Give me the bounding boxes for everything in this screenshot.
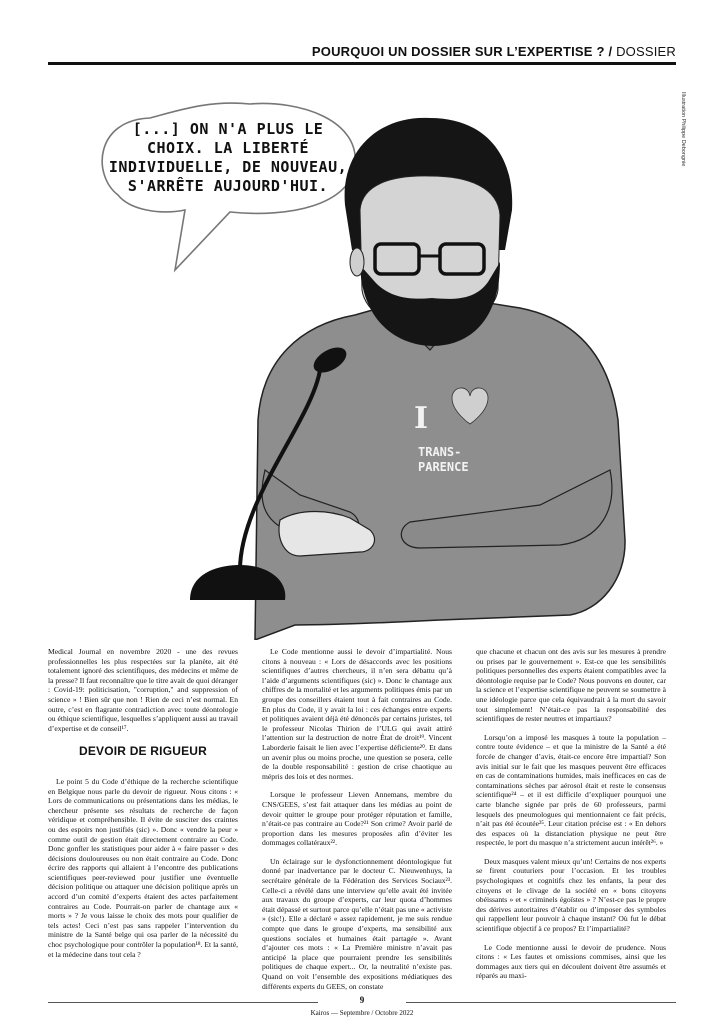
subheading: DEVOIR DE RIGUEUR	[78, 744, 208, 759]
shirt-word-1: TRANS-	[418, 445, 462, 459]
paragraph: que chacune et chacun ont des avis sur les mesures à prendre ou prises par le gouvernement ». Est-ce que les sensibilités politiques personnelles des experts étaient compatibles avec la déontologie requise par le Code? Nous pouvons en douter, car la science et l’expertise scientifique ne peuvent se soumettre à une idéologie parce que cela équivaudrait à la mort du savoir tout simplement! N’était-ce pas la responsabilité des scientifiques de rester neutres et impartiaux?	[476, 647, 666, 724]
paragraph: Medical Journal en novembre 2020 - une des revues professionnelles les plus respectées sur la planète, ait été totalement ignoré des scientifiques, des médecins et même de la presse? Il faut reconnaître que le titre avait de quoi déranger : Covid-19: politicisation, "corruption," and suppression of science » ! Bien sûr que non ! Rien de ceci n’est normal. En outre, c’est en flagrante contradiction avec toute déontologie ou éthique scientifique, lesquelles s’appliquent aussi au travail d’expertise et de conseil¹⁷.	[48, 647, 238, 733]
paragraph: Le Code mentionne aussi le devoir de prudence. Nous citons : « Les fautes et omissions commises, ainsi que les dommages aux tiers qui en découlent doivent être assumés et réparés au maxi-	[476, 942, 666, 981]
header-separator: /	[604, 44, 617, 59]
column-3	[476, 647, 666, 990]
column-2	[262, 647, 452, 1000]
dossier-title: POURQUOI UN DOSSIER SUR L’EXPERTISE ?	[311, 44, 605, 59]
header-rule	[48, 62, 676, 65]
paragraph: Deux masques valent mieux qu’un! Certains de nos experts se firent couturiers pour l’occasion. Et les troubles psychologiques et cognitifs chez les enfants, la peur des citoyens et le clivage de la société en « bons citoyens obéissants » et « criminels égoïstes » ? N’est-ce pas le propre des dérives autoritaires d’établir ou d’imposer des symboles qui rappellent leur pouvoir à chaque instant? Où fut le débat scientifique objectif à ce propos? Et l’impartialité?	[476, 856, 666, 934]
section-label: DOSSIER	[616, 44, 676, 59]
paragraph: Le point 5 du Code d’éthique de la recherche scientifique en Belgique nous parle du devoir de rigueur. Nous citons : « Lors de communications ou présentations dans les médias, le chercheur présente ses résultats de recherche de façon véridique et compréhensible. Il évite de susciter des craintes ou des espoirs non justifiés (sic) ». Donc « vendre la peur » comme outil de gestion était directement contraire au Code. Donc gonfler les statistiques pour aider à « faire passer » des décisions douloureuses ou non était contraire au Code. Donc écrire des rapports qui allaient à l’encontre des publications scientifiques peer-reviewed pour justifier une éventuelle décision politique ou attaquer une décision politique après un accord d’un comité d’experts étaient des actes parfaitement contraires au Code. Pourrait-on parler de chantage aux « morts » ? Je vous laisse le choix des mots pour qualifier de tels actes! Ceci n’est pas sans rappeler l’intervention du ministre de la Santé belge qui osa parler de la nécessité du choc psychologique pour contrôler la population¹⁸. Et la santé, et la médecine dans tout cela ?	[48, 776, 238, 959]
paragraph: Un éclairage sur le dysfonctionnement déontologique fut donné par inadvertance par le docteur C. Nieuwenhuys, la secrétaire générale de la Fédération des Services Sociaux²³. Celle-ci a révélé dans une interview qu’elle avait été invitée aux travaux du groupe d’experts, car leur quota d’hommes était dépassé et surtout parce qu’elle n’était pas une « activiste » (sic!). Elle a déclaré « assez rapidement, je me suis rendue compte que dans le groupe d’experts, ma sensibilité aux questions sociales et humaines était partagée ». Avant d’ajouter ces mots : « La Première ministre n’avait pas anticipé la place que pourraient prendre les sensibilités politiques de chaque expert... Or, la neutralité n’existe pas. Quand on voit l’ensemble des expositions médiatiques des différents experts du GEES, on constate	[262, 856, 452, 991]
speech-bubble-text: [...] ON N'A PLUS LE CHOIX. LA LIBERTÉ INDIVIDUELLE, DE NOUVEAU, S'ARRÊTE AUJOURD'HUI.	[108, 120, 348, 195]
paragraph: Lorsque le professeur Lieven Annemans, membre du CNS/GEES, s’est fait attaquer dans les médias au point de devoir quitter le groupe pour protéger réputation et famille, n’était-ce pas contraire au Code?²¹ Son crime? Avoir parlé de proportion dans les mesures proposées afin d’éviter les dommages collatéraux²².	[262, 790, 452, 848]
illustration-credit-text: Illustration Philippe Debongnie	[680, 92, 686, 167]
paragraph: Le Code mentionne aussi le devoir d’impartialité. Nous citons à nouveau : « Lors de désaccords avec les positions scientifiques d’autres chercheurs, il n’en sera débattu qu’à l’aide d’arguments scientifiques (sic) ». Donc le chantage aux chiffres de la mortalité et les arguments politiques émis par un groupe des conseillers étaient tout à fait contraires au Code. En plus du Code, il y avait la loi : ces échanges entre experts et politiques avaient déjà été dénoncés par certains juristes, tel le professeur Nicolas Thirion de l’ULG qui avait attiré l’attention sur la destruction de notre État de droit¹⁹. Vincent Laborderie faisait le lien avec l’expertise déficiente²⁰. Et dans un avenir plus ou moins proche, une question se posera, celle de la double responsabilité : gestion de crise chaotique au mépris des lois et des normes.	[262, 647, 452, 781]
paragraph: Lorsqu’on a imposé les masques à toute la population – contre toute évidence – et que la ministre de la Santé a été forcée de changer d’avis, était-ce encore être impartial? Son avis initial sur le fait que les masques peuvent être efficaces en cas de contaminations humides, mais inefficaces en cas de contaminations sèches par aérosol était et reste le consensus scientifique²⁴ – et il est difficile d’expliquer pourquoi une carte blanche signée par près de 60 professeurs, parmi lesquels des pneumologues qui mentionnaient ce fait précis, n’ait pas été écoutée²⁵. Leur citation précise est : « En dehors des espaces où la distanciation physique ne peut être respectée, le port du masque n’a strictement aucun intérêt²⁶. »	[476, 732, 666, 848]
shirt-letter: I	[414, 401, 429, 436]
page-number: 9	[359, 995, 365, 1005]
publication-info: Kairos — Septembre / Octobre 2022	[310, 1009, 414, 1017]
shirt-word-2: PARENCE	[418, 460, 469, 474]
column-1	[48, 647, 238, 968]
